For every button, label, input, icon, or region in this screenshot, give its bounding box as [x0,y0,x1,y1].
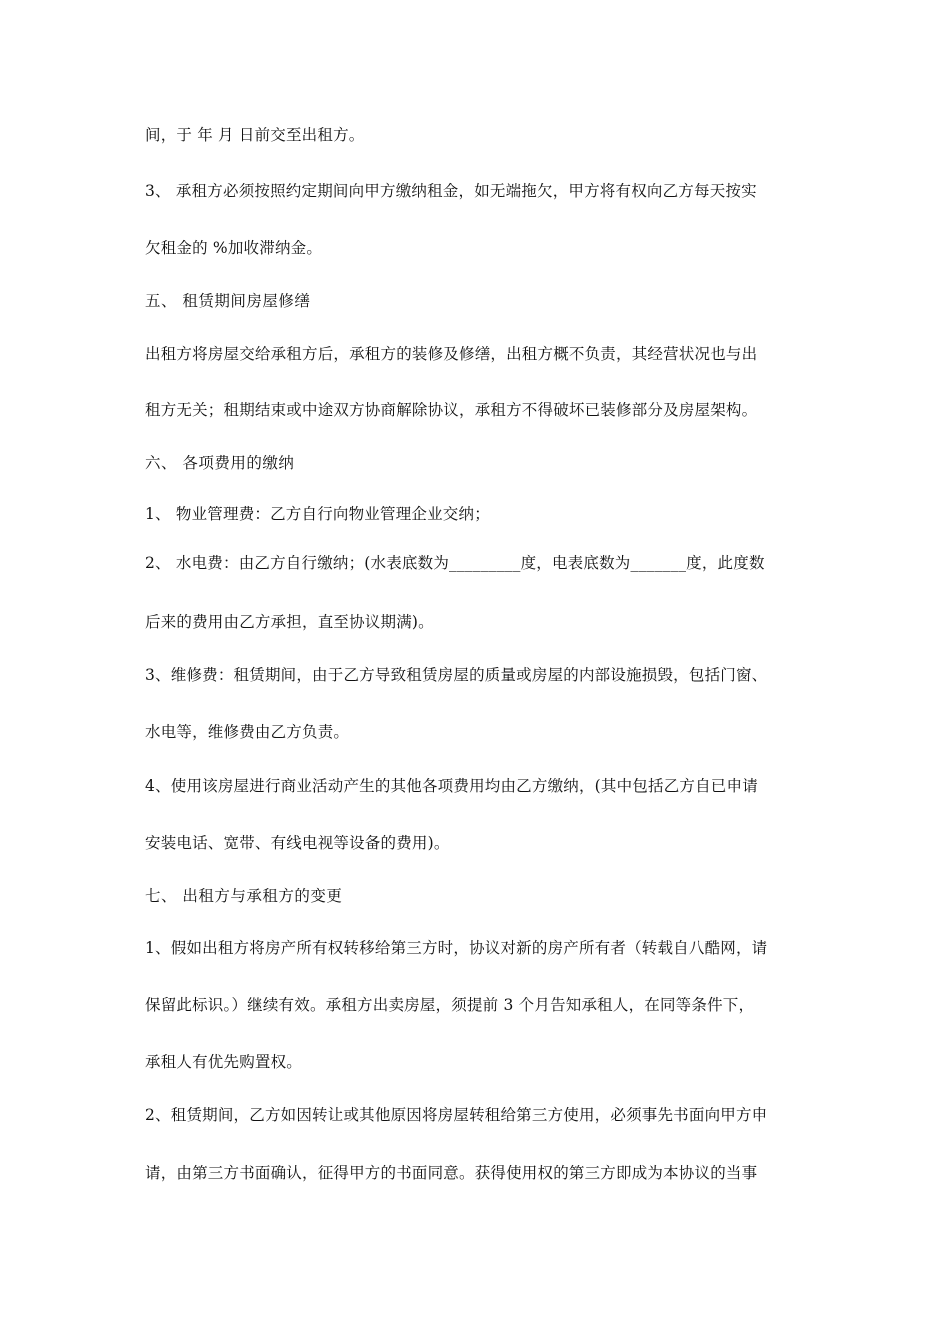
text-line: 欠租金的 %加收滞纳金。 [145,239,323,257]
section-heading: 五、 租赁期间房屋修缮 [145,292,311,310]
text-line: 2、租赁期间，乙方如因转让或其他原因将房屋转租给第三方使用，必须事先书面向甲方申 [145,1106,768,1124]
section-heading: 六、 各项费用的缴纳 [145,454,295,472]
text-line: 2、 水电费：由乙方自行缴纳；(水表底数为_________度，电表底数为_______度，此度数 [145,554,765,572]
section-heading: 七、 出租方与承租方的变更 [145,887,343,905]
text-line: 租方无关；租期结束或中途双方协商解除协议，承租方不得破坏已装修部分及房屋架构。 [145,401,758,419]
text-line: 1、假如出租方将房产所有权转移给第三方时，协议对新的房产所有者（转载自八酷网，请 [145,939,768,957]
text-line: 请，由第三方书面确认，征得甲方的书面同意。获得使用权的第三方即成为本协议的当事 [145,1164,758,1182]
text-line: 水电等，维修费由乙方负责。 [145,723,350,741]
text-line: 3、维修费：租赁期间，由于乙方导致租赁房屋的质量或房屋的内部设施损毁，包括门窗、 [145,666,768,684]
text-line: 安装电话、宽带、有线电视等设备的费用)。 [145,834,450,852]
text-line: 承租人有优先购置权。 [145,1053,303,1071]
text-line: 3、 承租方必须按照约定期间向甲方缴纳租金，如无端拖欠，甲方将有权向乙方每天按实 [145,182,757,200]
text-line: 间，于 年 月 日前交至出租方。 [145,126,365,144]
text-line: 后来的费用由乙方承担，直至协议期满)。 [145,613,434,631]
text-line: 保留此标识。）继续有效。承租方出卖房屋，须提前 3 个月告知承租人，在同等条件下， [145,996,755,1014]
text-line: 出租方将房屋交给承租方后，承租方的装修及修缮，出租方概不负责，其经营状况也与出 [145,345,758,363]
text-line: 1、 物业管理费：乙方自行向物业管理企业交纳； [145,505,490,523]
text-line: 4、使用该房屋进行商业活动产生的其他各项费用均由乙方缴纳，(其中包括乙方自已申请 [145,777,758,795]
